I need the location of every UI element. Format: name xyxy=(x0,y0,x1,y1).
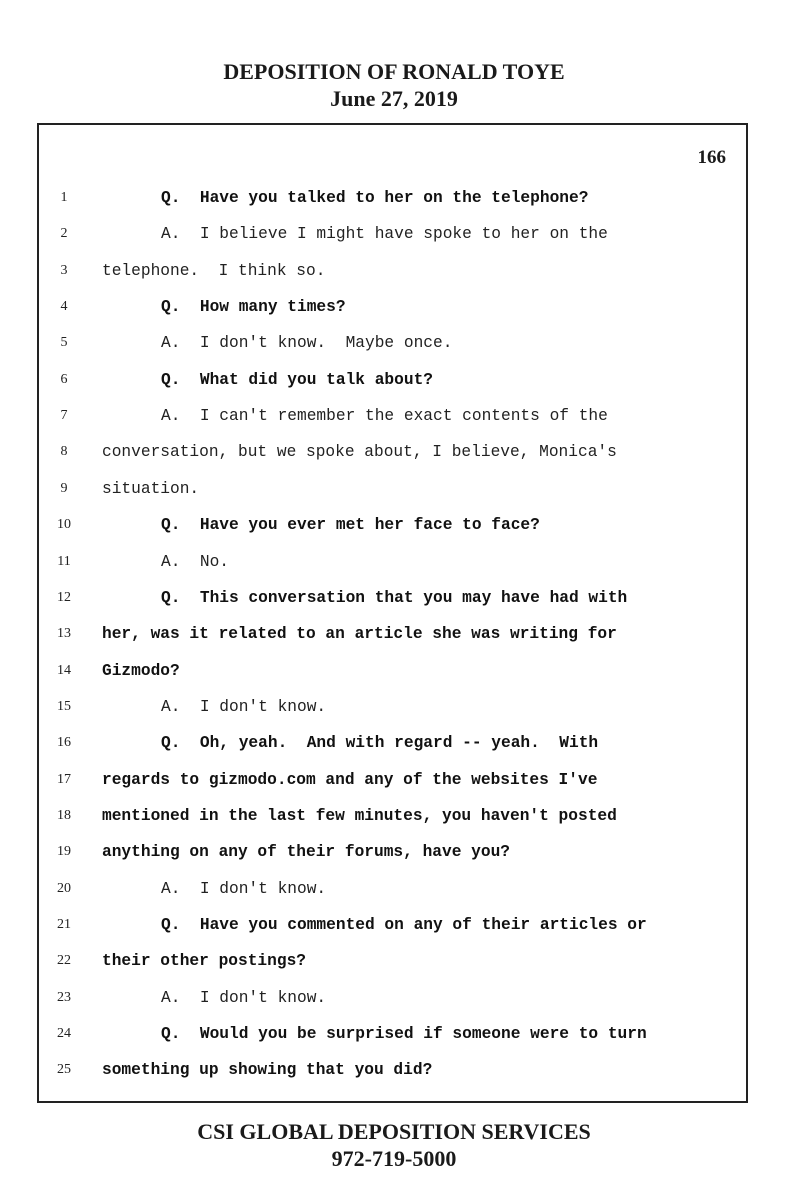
line-number: 23 xyxy=(57,989,71,1005)
transcript-line xyxy=(39,471,746,507)
question-text: mentioned in the last few minutes, you haven't posted xyxy=(102,806,617,825)
line-number: 14 xyxy=(57,662,71,678)
question-text: Q. Have you commented on any of their articles or xyxy=(161,916,647,934)
answer-text: A. I can't remember the exact contents of the xyxy=(161,407,608,426)
line-number: 16 xyxy=(57,735,71,751)
line-number: 3 xyxy=(60,262,68,278)
transcript-line xyxy=(39,871,746,907)
line-number: 13 xyxy=(57,626,71,642)
answer-text: telephone. I think so. xyxy=(102,261,326,280)
line-number: 17 xyxy=(57,771,71,787)
question-text: Q. This conversation that you may have had with xyxy=(161,588,628,607)
question-text: her, was it related to an article she was writing for xyxy=(102,625,617,644)
question-text: anything on any of their forums, have you? xyxy=(102,843,510,862)
transcript-line xyxy=(39,616,746,652)
answer-text: A. I believe I might have spoke to her on the xyxy=(161,225,608,244)
transcript-line xyxy=(39,943,746,979)
question-text: Q. Have you talked to her on the telephone? xyxy=(161,189,589,207)
question-text: something up showing that you did? xyxy=(102,1061,433,1080)
line-number: 24 xyxy=(57,1026,71,1042)
line-number: 22 xyxy=(57,953,71,969)
question-text: Q. How many times? xyxy=(161,298,346,317)
transcript-line xyxy=(39,398,746,434)
transcript-line xyxy=(39,907,746,943)
transcript-line xyxy=(39,834,746,870)
question-text: their other postings? xyxy=(102,952,306,971)
line-number: 12 xyxy=(57,589,71,605)
line-number: 9 xyxy=(60,480,68,496)
line-number: 25 xyxy=(57,1062,71,1078)
transcript-line xyxy=(39,180,746,216)
answer-text: situation. xyxy=(102,479,200,498)
transcript-line xyxy=(39,1016,746,1052)
transcript-line xyxy=(39,580,746,616)
transcript-line xyxy=(39,325,746,361)
line-number: 7 xyxy=(60,408,68,424)
transcript-line xyxy=(39,980,746,1016)
question-text: Gizmodo? xyxy=(102,661,180,680)
answer-text: A. I don't know. xyxy=(161,879,327,898)
transcript-line xyxy=(39,507,746,543)
line-number: 18 xyxy=(57,807,71,823)
question-text: Q. Oh, yeah. And with regard -- yeah. With xyxy=(161,734,599,753)
line-number: 8 xyxy=(60,444,68,460)
answer-text: A. No. xyxy=(161,552,229,571)
transcript-line xyxy=(39,653,746,689)
line-number: 20 xyxy=(57,880,71,896)
transcript-line xyxy=(39,1052,746,1088)
deposition-date: June 27, 2019 xyxy=(330,86,458,111)
transcript-line xyxy=(39,689,746,725)
answer-text: A. I don't know. xyxy=(161,988,327,1007)
transcript-line xyxy=(39,289,746,325)
transcript-line xyxy=(39,362,746,398)
footer-company: CSI GLOBAL DEPOSITION SERVICES xyxy=(197,1119,591,1144)
answer-text: A. I don't know. Maybe once. xyxy=(161,334,453,353)
transcript-page xyxy=(37,123,748,1103)
question-text: Q. Would you be surprised if someone were to turn xyxy=(161,1025,647,1044)
question-text: Q. Have you ever met her face to face? xyxy=(161,516,540,535)
line-number: 11 xyxy=(57,553,71,569)
transcript-line xyxy=(39,216,746,252)
line-number: 19 xyxy=(57,844,71,860)
deposition-title: DEPOSITION OF RONALD TOYE xyxy=(223,59,565,84)
transcript-line xyxy=(39,434,746,470)
question-text: Q. What did you talk about? xyxy=(161,370,433,389)
line-number: 21 xyxy=(57,917,71,932)
footer-phone: 972-719-5000 xyxy=(331,1146,457,1171)
transcript-line xyxy=(39,544,746,580)
page-number: 166 xyxy=(697,147,726,168)
answer-text: conversation, but we spoke about, I believe, Monica's xyxy=(102,443,617,462)
answer-text: A. I don't know. xyxy=(161,697,327,716)
line-number: 1 xyxy=(60,190,68,205)
transcript-line xyxy=(39,798,746,834)
line-number: 5 xyxy=(60,335,68,351)
question-text: regards to gizmodo.com and any of the websites I've xyxy=(102,770,598,789)
line-number: 4 xyxy=(60,299,68,315)
line-number: 15 xyxy=(57,698,71,714)
line-number: 6 xyxy=(60,371,68,387)
line-number: 10 xyxy=(57,517,71,533)
transcript-line xyxy=(39,725,746,761)
transcript-line xyxy=(39,253,746,289)
transcript-line xyxy=(39,762,746,798)
line-number: 2 xyxy=(60,226,68,242)
